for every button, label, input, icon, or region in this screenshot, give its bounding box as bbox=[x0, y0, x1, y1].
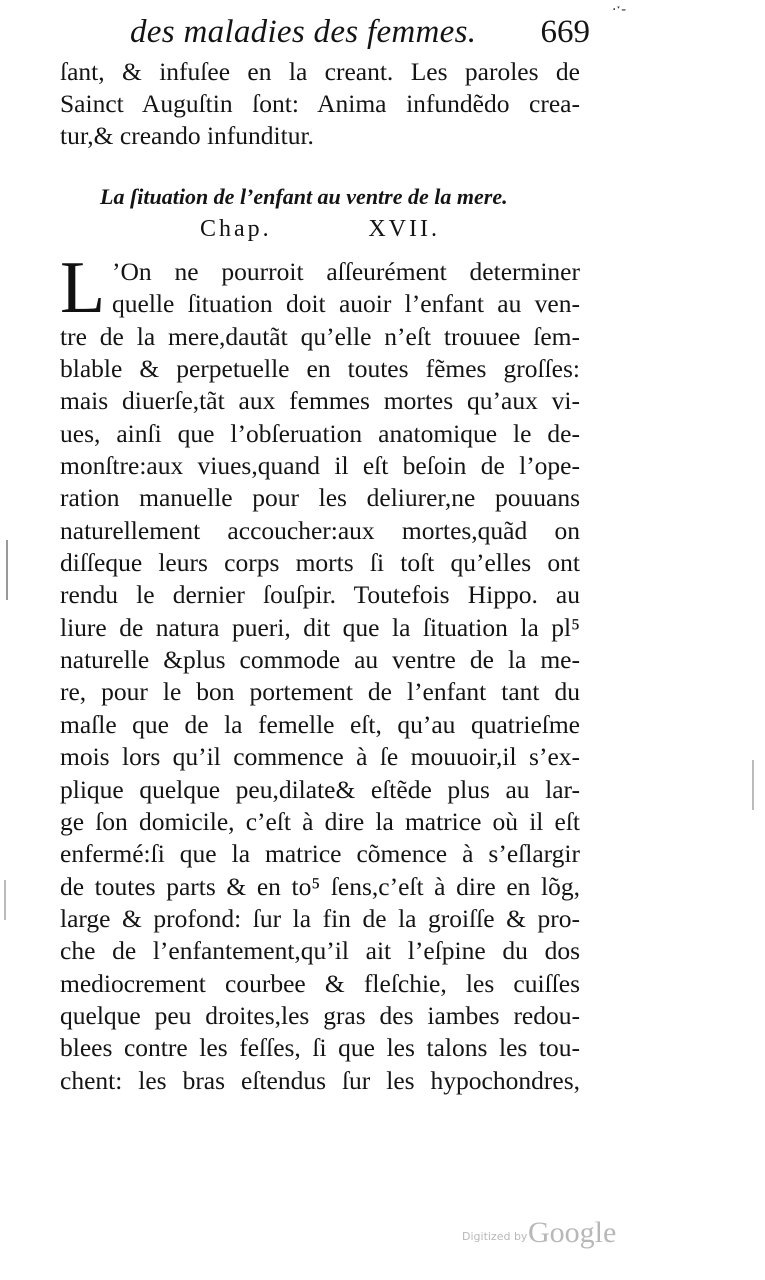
scan-edge-mark bbox=[6, 540, 8, 600]
text-line: tre de la mere,dautãt qu’elle n’eſt trouuee ſem- bbox=[60, 321, 580, 351]
text-line: ration manuelle pour les deliurer,ne pouuans bbox=[60, 483, 580, 513]
chapter-heading bbox=[200, 214, 440, 244]
text-line: quelle ſituation doit auoir l’enfant au ven- bbox=[112, 289, 580, 319]
text-line: tur,& creando infunditur. bbox=[60, 121, 314, 150]
text-line: mediocrement courbee & fleſchie, les cuiſſes bbox=[60, 968, 580, 998]
text-line: large & profond: ſur la fin de la groiſſe & pro- bbox=[60, 903, 580, 933]
text-line: maſle que de la femelle eſt, qu’au quatrieſme bbox=[60, 709, 580, 739]
text-line: ues, ainſi que l’obſeruation anatomique le de- bbox=[60, 418, 580, 448]
text-line: ſant, & infuſee en la creant. Les paroles de bbox=[60, 57, 580, 86]
text-line: monſtre:aux viues,quand il eſt beſoin de l’ope- bbox=[60, 451, 580, 481]
text-line: liure de natura pueri, dit que la ſituation la pl⁵ bbox=[60, 612, 580, 642]
text-line: blable & perpetuelle en toutes fẽmes groſſes: bbox=[60, 354, 580, 384]
text-line: enfermé:ſi que la matrice cõmence à s’eſlargir bbox=[60, 839, 580, 869]
text-line: chent: les bras eſtendus ſur les hypochondres, bbox=[60, 1065, 580, 1095]
text-line: re, pour le bon portement de l’enfant tant du bbox=[60, 677, 580, 707]
scan-edge-mark bbox=[752, 760, 754, 810]
running-head-title: des maladies des femmes. bbox=[130, 14, 477, 50]
chapter-number: XVII. bbox=[368, 216, 440, 242]
scan-edge-mark bbox=[4, 880, 6, 920]
section-title: La ſituation de l’enfant au ventre de la mere. bbox=[100, 184, 508, 209]
text-line: de toutes parts & en to⁵ ſens,c’eſt à dire en lõg, bbox=[60, 871, 580, 901]
text-line: ’On ne pourroit aſſeurément determiner bbox=[112, 257, 580, 286]
text-line: che de l’enfantement,qu’il ait l’eſpine du dos bbox=[60, 936, 580, 966]
text-line: ge ſon domicile, c’eſt à dire la matrice où il eſt bbox=[60, 806, 580, 836]
continued-paragraph bbox=[60, 56, 580, 152]
text-line: mois lors qu’il commence à ſe mouuoir,il s’ex- bbox=[60, 742, 580, 772]
text-line: rendu le dernier ſouſpir. Toutefois Hippo. au bbox=[60, 580, 580, 610]
text-line: Sainct Auguſtin ſont: Anima infundẽdo crea- bbox=[60, 89, 580, 118]
chapter-label: Chap. bbox=[200, 216, 272, 242]
text-line: naturellement accoucher:aux mortes,quãd on bbox=[60, 515, 580, 545]
digitized-watermark bbox=[462, 1216, 632, 1256]
text-line: plique quelque peu,dilate& eſtẽde plus au lar- bbox=[60, 774, 580, 804]
watermark-caption: Digitized by bbox=[462, 1230, 528, 1243]
drop-cap: L bbox=[60, 247, 106, 329]
text-line: mais diuerſe,tãt aux femmes mortes qu’aux vi- bbox=[60, 386, 580, 416]
text-line: diſſeque leurs corps morts ſi toſt qu’elles ont bbox=[60, 548, 580, 578]
running-head bbox=[130, 10, 590, 54]
page-number: 669 bbox=[540, 14, 590, 50]
chapter-paragraph bbox=[60, 247, 580, 1097]
text-line: quelque peu droites,les gras des iambes redou- bbox=[60, 1000, 580, 1030]
text-line: blees contre les feſſes, ſi que les talons les tou- bbox=[60, 1033, 580, 1063]
corner-mark: ·ˑ‑ bbox=[612, 2, 627, 18]
text-line: naturelle &plus commode au ventre de la me- bbox=[60, 645, 580, 675]
watermark-logo: Google bbox=[528, 1216, 617, 1249]
